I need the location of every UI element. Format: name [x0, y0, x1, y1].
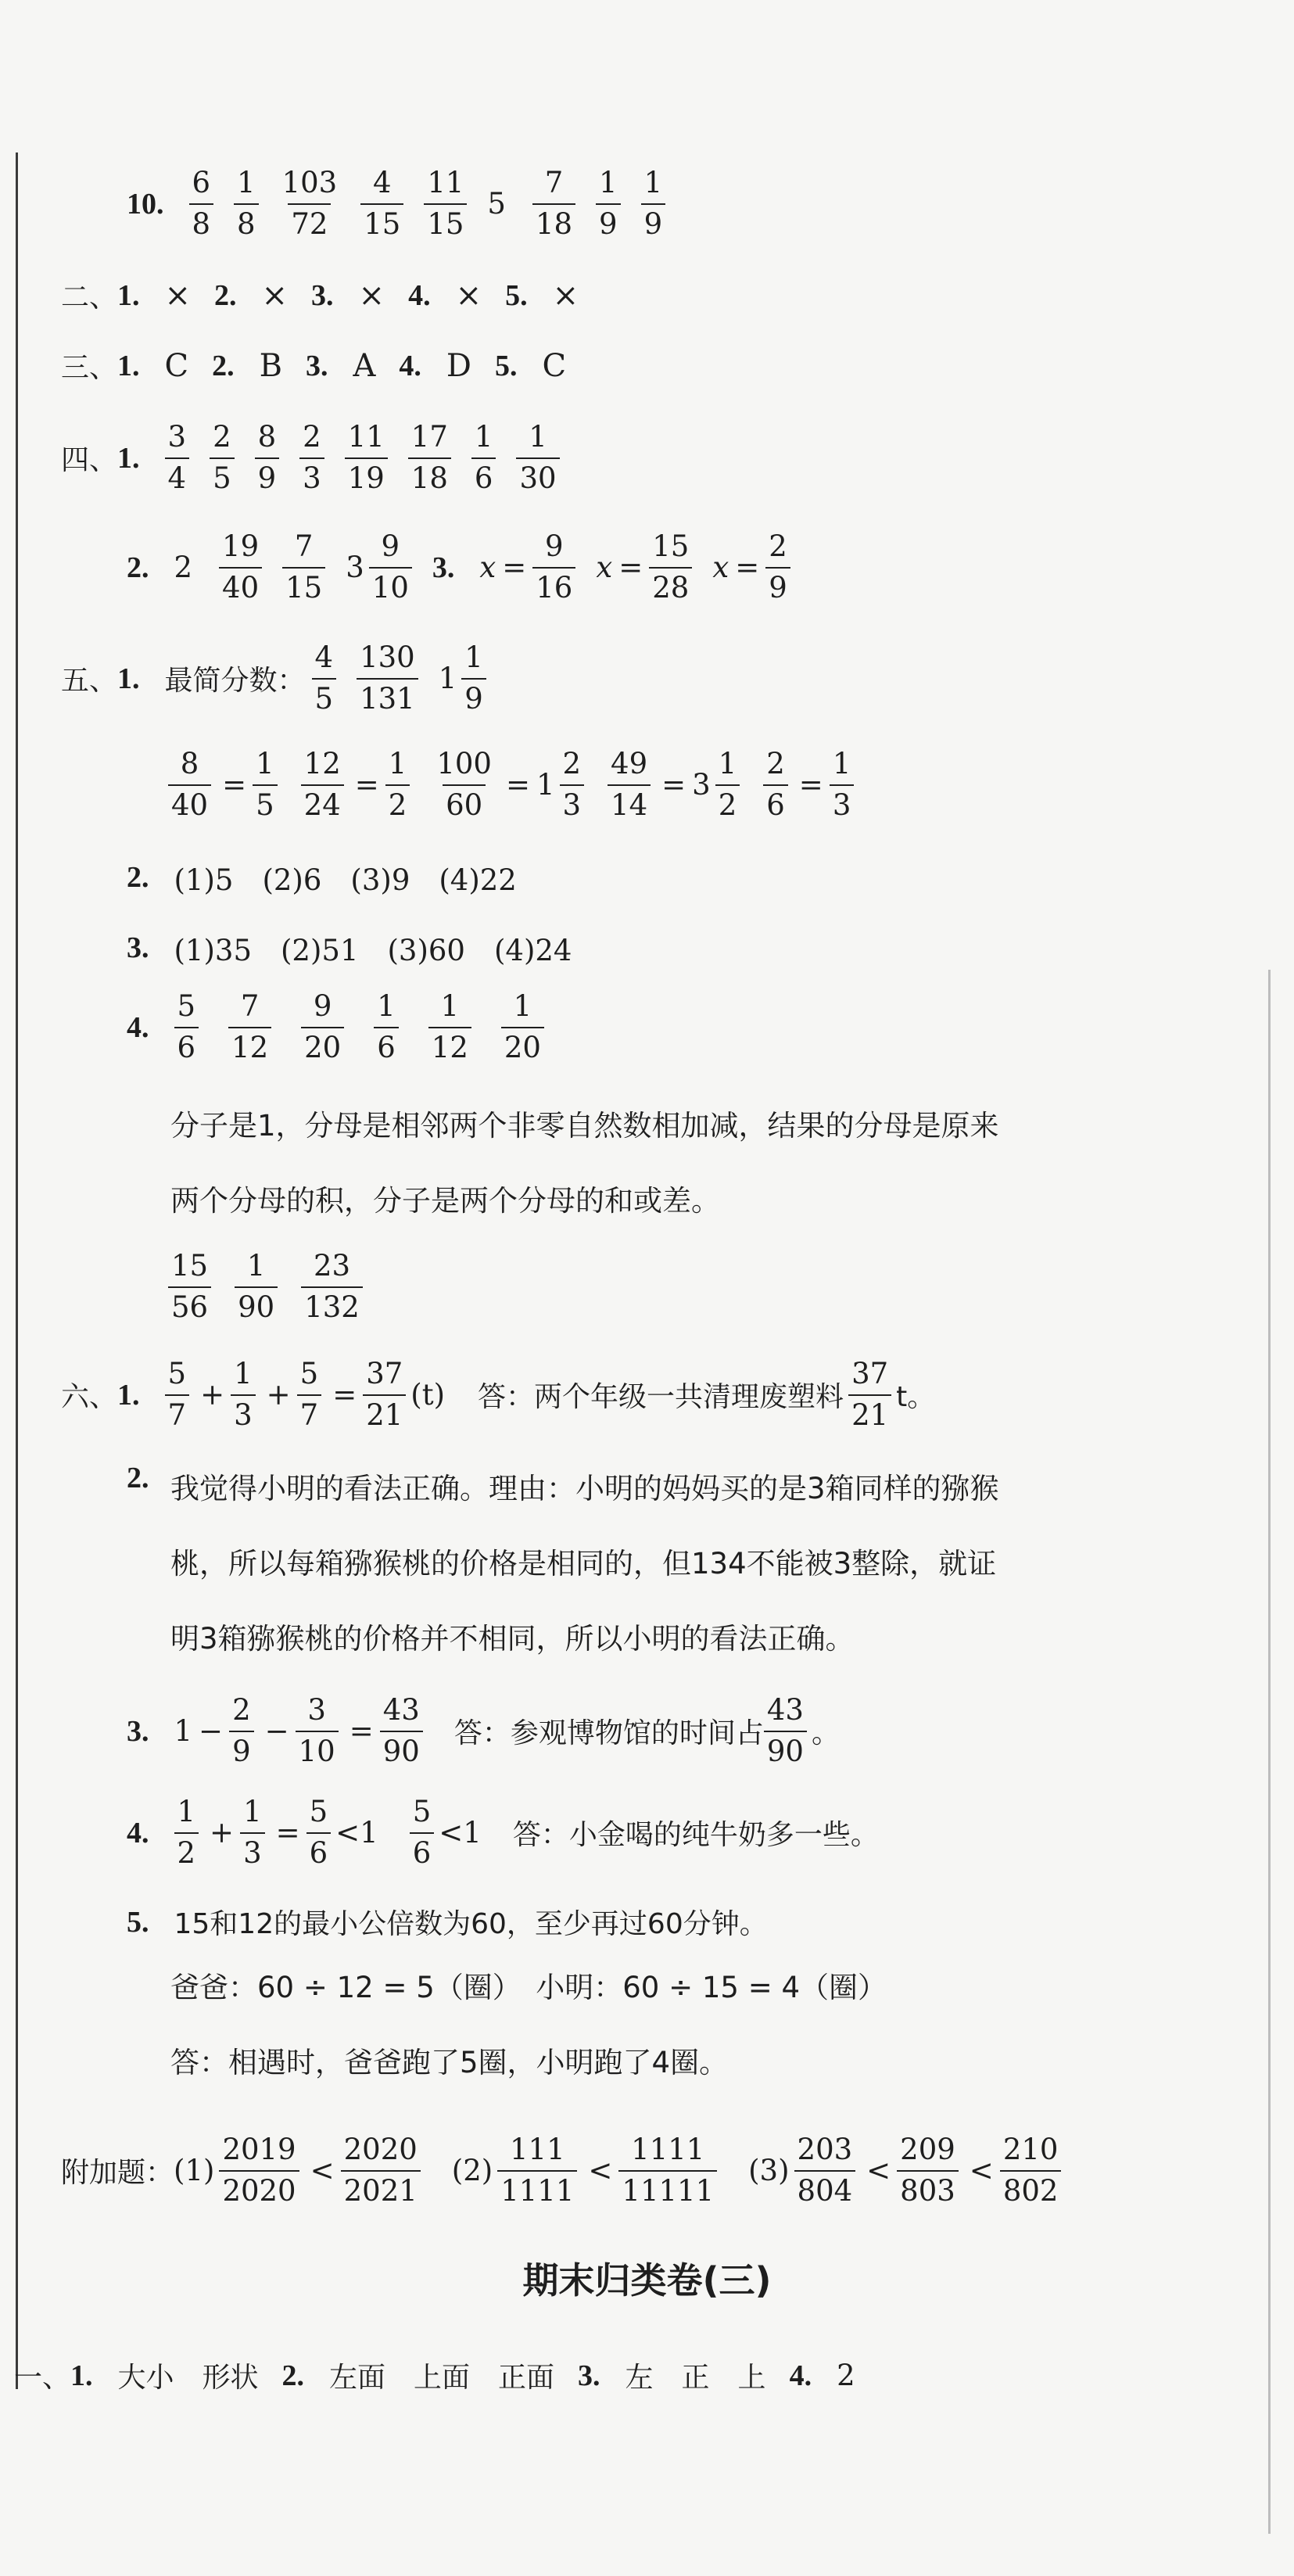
section-5-row-1: [61, 640, 507, 716]
answer-choice: D: [446, 347, 471, 384]
q-number: 1.: [117, 349, 140, 382]
fraction: $\frac{1}{9}$: [461, 643, 486, 715]
answer-choice: A: [353, 347, 376, 384]
equals-sign: =: [275, 1816, 300, 1850]
fraction: $\frac{5}{6}$: [306, 1797, 332, 1869]
section-heading: 三、: [61, 352, 118, 384]
fraction: $\frac{7}{15}$: [282, 532, 325, 604]
fraction: $\frac{1}{2}$: [385, 749, 410, 821]
unit: (t): [410, 1378, 446, 1412]
variable: x: [712, 551, 729, 585]
mixed-whole: 1: [438, 662, 457, 696]
equals-sign: =: [349, 1714, 374, 1749]
fraction: $\frac{11}{15}$: [424, 168, 467, 240]
answer-mark: ×: [261, 277, 289, 314]
section-3-row: [61, 346, 590, 386]
fraction: $\frac{1}{3}$: [830, 749, 855, 821]
answer-line: 答：相遇时，爸爸跑了5圈，小明跑了4圈。: [170, 2046, 729, 2079]
fraction: $\frac{1}{3}$: [231, 1359, 256, 1431]
fraction: $\frac{8}{40}$: [168, 749, 211, 821]
section-4-row-1: [61, 422, 580, 494]
minus-sign: −: [264, 1714, 289, 1749]
answer-value: 5: [487, 187, 506, 221]
mixed-whole: 3: [346, 551, 364, 585]
answer-label: 最简分数：: [164, 665, 306, 698]
equals-sign: =: [735, 551, 760, 585]
fraction: $\frac{37}{21}$: [363, 1359, 406, 1431]
plus-sign: +: [200, 1378, 225, 1412]
reasoning-line: 明3箱猕猴桃的价格并不相同，所以小明的看法正确。: [170, 1622, 855, 1656]
fraction: $\frac{1}{5}$: [253, 749, 278, 821]
explanation-line: 分子是1，分母是相邻两个非零自然数相加减，结果的分母是原来: [170, 1109, 999, 1143]
q-number: 4.: [789, 2359, 812, 2392]
answer-mark: ×: [358, 277, 385, 314]
less-than: <: [866, 2154, 891, 2188]
q-number: 2.: [127, 861, 149, 894]
fraction: $\frac{2020}{2021}$: [341, 2135, 421, 2207]
fraction: $\frac{4}{15}$: [360, 168, 403, 240]
q-number: 2.: [127, 1462, 149, 1494]
answer-text: 左面 上面 正面: [329, 2362, 555, 2394]
reasoning-line: 桃，所以每箱猕猴桃的价格是相同的，但134不能被3整除，就证: [170, 1547, 997, 1580]
fraction: $\frac{43}{90}$: [380, 1695, 423, 1767]
fraction: $\frac{1}{9}$: [641, 168, 666, 240]
fraction: $\frac{37}{21}$: [848, 1359, 891, 1431]
fraction: $\frac{1}{90}$: [235, 1251, 278, 1323]
fraction: $\frac{15}{56}$: [168, 1251, 211, 1323]
q-number: 4.: [127, 1010, 149, 1044]
answer-sentence: 答：参观博物馆的时间占: [453, 1717, 764, 1750]
q-number: 4.: [127, 1816, 149, 1849]
q-number: 3.: [306, 349, 328, 382]
answer-sentence: 答：小金喝的纯牛奶多一些。: [512, 1819, 879, 1852]
fraction: $\frac{7}{18}$: [532, 168, 575, 240]
mixed-whole: 3: [692, 768, 711, 802]
answer-mark: ×: [164, 277, 192, 314]
section-6-q5: [127, 1902, 768, 1942]
answer-text: 大小 形状: [117, 2362, 259, 2394]
equals-sign: =: [354, 768, 379, 802]
q-number: 2.: [127, 551, 149, 584]
q-number: 3.: [127, 931, 149, 964]
fraction: $\frac{12}{24}$: [301, 749, 344, 821]
fraction: $\frac{210}{802}$: [1000, 2135, 1062, 2207]
fraction: $\frac{6}{8}$: [189, 168, 214, 240]
section-6-q1: [61, 1359, 935, 1431]
q-number: 1.: [117, 441, 140, 475]
q-number: 2.: [281, 2359, 305, 2392]
fraction: $\frac{1}{2}$: [174, 1797, 199, 1869]
fraction: $\frac{100}{60}$: [436, 747, 492, 822]
less-than: <: [310, 2154, 335, 2188]
fraction: $\frac{1}{3}$: [240, 1797, 265, 1869]
fraction: $\frac{1}{8}$: [234, 168, 259, 240]
equals-sign: =: [661, 768, 686, 802]
section-heading: 五、: [61, 665, 118, 698]
fraction: $\frac{111}{1111}$: [497, 2135, 577, 2207]
answer-value: 1: [174, 1714, 193, 1749]
fraction: $\frac{1}{2}$: [715, 749, 740, 821]
fraction: $\frac{2}{5}$: [210, 422, 235, 494]
answer-text: (1)35 (2)51 (3)60 (4)24: [174, 934, 572, 967]
fraction: $\frac{7}{12}$: [228, 992, 271, 1064]
q-number: 5.: [495, 349, 518, 382]
q-number: 2.: [214, 278, 237, 312]
fraction: $\frac{3}{4}$: [165, 422, 190, 494]
section-6-q3: [127, 1695, 840, 1767]
fraction: $\frac{5}{7}$: [297, 1359, 322, 1431]
fraction: $\frac{2}{3}$: [299, 422, 324, 494]
explanation-line: 两个分母的积，分子是两个分母的和或差。: [170, 1184, 720, 1218]
q-number: 1.: [117, 278, 140, 312]
fraction: $\frac{2}{3}$: [560, 749, 585, 821]
left-margin-rule: [16, 152, 18, 2389]
equals-sign: =: [618, 551, 643, 585]
answer-choice: C: [542, 347, 567, 384]
item-tag: (1): [174, 2154, 215, 2188]
section-title: 期末归类卷(三): [522, 2259, 772, 2302]
item-tag: (3): [748, 2154, 790, 2188]
section-heading: 四、: [61, 444, 118, 477]
fraction: $\frac{3}{10}$: [296, 1695, 339, 1767]
q-number: 1.: [117, 662, 140, 695]
fraction: $\frac{1}{6}$: [471, 422, 496, 494]
section-5-q3: [127, 927, 572, 969]
plus-sign: +: [266, 1378, 291, 1412]
answer-text: (1)5 (2)6 (3)9 (4)22: [174, 863, 517, 897]
equals-sign: =: [798, 768, 823, 802]
less-than: <: [588, 2154, 613, 2188]
variable: x: [596, 551, 613, 585]
fraction: $\frac{1}{30}$: [516, 422, 559, 494]
fraction: $\frac{4}{5}$: [312, 643, 337, 715]
q-number: 2.: [212, 349, 235, 382]
section-heading: 一、: [14, 2362, 71, 2394]
fraction: $\frac{49}{14}$: [608, 749, 651, 821]
q-number: 3.: [311, 278, 334, 312]
final-section-row: [14, 2355, 855, 2395]
q-number: 10.: [127, 187, 164, 221]
answer-value: 2: [174, 551, 193, 585]
answer-choice: B: [259, 347, 283, 384]
fraction: $\frac{103}{72}$: [281, 166, 338, 241]
q-number: 3.: [127, 1714, 149, 1748]
answer-choice: C: [164, 347, 189, 384]
answer-sentence: 15和12的最小公倍数为60，至少再过60分钟。: [174, 1908, 768, 1940]
equals-sign: =: [332, 1378, 357, 1412]
variable: x: [479, 551, 496, 585]
punctuation: 。: [811, 1717, 840, 1750]
fraction: $\frac{23}{132}$: [301, 1251, 363, 1323]
q-number: 1.: [70, 2359, 93, 2392]
q-number: 1.: [117, 1378, 140, 1412]
fraction: $\frac{5}{7}$: [165, 1359, 190, 1431]
section-heading: 二、: [61, 282, 118, 314]
answer-text: 左 正 上: [625, 2362, 766, 2394]
fraction: $\frac{5}{6}$: [410, 1797, 435, 1869]
equals-sign: =: [222, 768, 247, 802]
bonus-question-row: [61, 2135, 1066, 2207]
answer-mark: ×: [552, 277, 579, 314]
answer-value: 2: [837, 2359, 855, 2392]
fraction: $\frac{2}{6}$: [763, 749, 788, 821]
fraction: $\frac{1}{20}$: [501, 992, 544, 1064]
section-5-q4: [127, 989, 565, 1064]
fraction: $\frac{15}{28}$: [649, 532, 692, 604]
fraction: $\frac{2019}{2020}$: [219, 2135, 299, 2207]
fraction: $\frac{43}{90}$: [764, 1695, 807, 1767]
section-4-row-2: [127, 529, 811, 605]
comparison: <1: [439, 1816, 482, 1850]
plus-sign: +: [210, 1816, 235, 1850]
fraction: $\frac{1111}{11111}$: [618, 2135, 717, 2207]
fraction: $\frac{11}{19}$: [345, 422, 388, 494]
minus-sign: −: [199, 1714, 224, 1749]
fraction: $\frac{2}{9}$: [229, 1695, 254, 1767]
section-heading: 六、: [61, 1381, 118, 1414]
q-number: 5.: [505, 278, 528, 312]
section-6-q4: [127, 1797, 879, 1869]
fraction: $\frac{8}{9}$: [255, 422, 280, 494]
fraction: $\frac{9}{10}$: [369, 532, 412, 604]
q-number: 3.: [578, 2359, 600, 2392]
fraction: $\frac{1}{12}$: [428, 992, 471, 1064]
equals-sign: =: [502, 551, 527, 585]
q-number: 4.: [399, 349, 421, 382]
bonus-label: 附加题：: [61, 2157, 174, 2190]
section-2-row: [61, 275, 602, 315]
less-than: <: [969, 2154, 994, 2188]
q-number: 5.: [127, 1905, 149, 1939]
fraction: $\frac{2}{9}$: [765, 532, 790, 604]
fraction: $\frac{203}{804}$: [794, 2135, 856, 2207]
fraction: $\frac{17}{18}$: [408, 422, 451, 494]
q-number: 4.: [408, 278, 431, 312]
fraction: $\frac{130}{131}$: [357, 643, 418, 715]
calculation-line: 爸爸：60 ÷ 12 = 5（圈） 小明：60 ÷ 15 = 4（圈）: [170, 1971, 887, 2004]
fraction: $\frac{9}{16}$: [532, 532, 575, 604]
comparison: <1: [335, 1816, 378, 1850]
fraction: $\frac{209}{803}$: [897, 2135, 959, 2207]
answer-mark: ×: [455, 277, 482, 314]
fraction: $\frac{5}{6}$: [174, 992, 199, 1064]
reasoning-line: 我觉得小明的看法正确。理由：小明的妈妈买的是3箱同样的猕猴: [170, 1472, 999, 1505]
fraction: $\frac{1}{6}$: [374, 992, 399, 1064]
fraction: $\frac{19}{40}$: [219, 532, 262, 604]
section-6-q2: [127, 1461, 174, 1495]
q-number: 3.: [432, 551, 455, 584]
item-tag: (2): [451, 2154, 493, 2188]
simplification-equations: [168, 749, 874, 821]
answer-row-10: [127, 168, 686, 240]
unit: t。: [896, 1381, 936, 1414]
equals-sign: =: [505, 768, 530, 802]
section-5-q4-fractions: [168, 1251, 383, 1323]
fraction: $\frac{9}{20}$: [301, 992, 344, 1064]
answer-sentence: 答：两个年级一共清理废塑料: [478, 1381, 844, 1414]
fraction: $\frac{1}{9}$: [596, 168, 621, 240]
mixed-whole: 1: [536, 768, 555, 802]
section-5-q2: [127, 856, 517, 899]
